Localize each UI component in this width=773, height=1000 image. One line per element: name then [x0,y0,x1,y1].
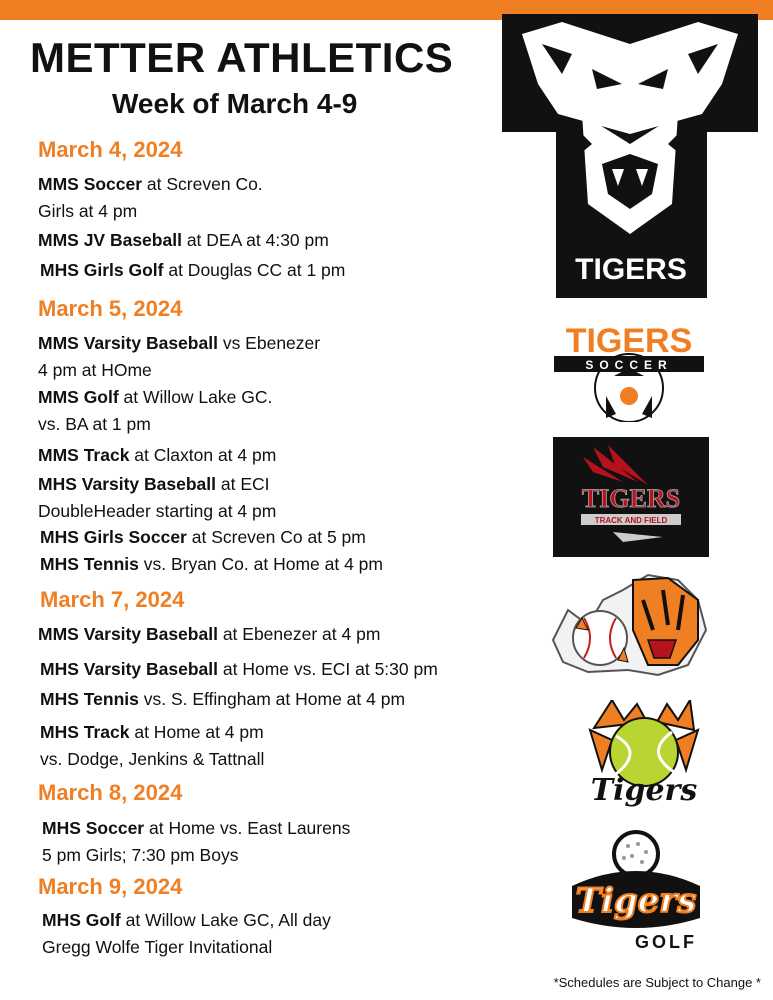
date-heading: March 7, 2024 [40,587,185,612]
tiger-logo-text: TIGERS [575,253,687,286]
event-team: MMS Varsity Baseball [38,624,218,644]
event-item [38,227,329,254]
event-details: at Home at 4 pm [129,722,264,742]
event-team: MHS Golf [42,910,121,930]
event-line2: vs. Dodge, Jenkins & Tattnall [40,749,265,769]
event-item [40,257,345,284]
event-line2: vs. BA at 1 pm [38,414,151,434]
event-details: at DEA at 4:30 pm [181,230,329,250]
soccer-logo [554,316,704,422]
event-details: vs. Bryan Co. at Home at 4 pm [138,554,383,574]
event-item [42,815,350,869]
event-details: at Home vs. ECI at 5:30 pm [218,659,438,679]
event-team: MMS JV Baseball [38,230,182,250]
event-item [38,330,320,384]
event-item [38,621,380,648]
page-title: METTER ATHLETICS [30,34,454,81]
event-line2: Gregg Wolfe Tiger Invitational [42,937,273,957]
event-details: vs Ebenezer [217,333,321,353]
golf-logo-band: GOLF [635,932,697,952]
event-team: MMS Golf [38,387,119,407]
event-line2: Girls at 4 pm [38,201,138,221]
event-team: MHS Girls Soccer [40,527,187,547]
event-team: MHS Tennis [40,689,139,709]
date-heading: March 8, 2024 [38,780,183,805]
event-team: MMS Track [38,445,130,465]
event-team: MHS Girls Golf [40,260,164,280]
event-details: at Willow Lake GC, All day [120,910,331,930]
event-team: MHS Varsity Baseball [40,659,218,679]
event-team: MMS Soccer [38,174,143,194]
event-team: MHS Soccer [42,818,145,838]
event-item [40,551,383,578]
event-details: at Claxton at 4 pm [129,445,277,465]
date-heading: March 5, 2024 [38,296,183,321]
event-team: MHS Varsity Baseball [38,474,216,494]
event-details: at Willow Lake GC. [118,387,273,407]
event-details: at Douglas CC at 1 pm [163,260,346,280]
track-logo-band: TRACK AND FIELD [594,516,668,525]
event-item [38,471,276,525]
track-field-logo [553,437,709,557]
soccer-logo-band: SOCCER [585,358,673,372]
event-team: MHS Tennis [40,554,139,574]
tiger-head-logo [502,14,758,300]
event-line2: 5 pm Girls; 7:30 pm Boys [42,845,239,865]
event-item [38,384,272,438]
event-team: MMS Varsity Baseball [38,333,218,353]
date-heading: March 9, 2024 [38,874,183,899]
tiger-baseball-logo [548,570,710,680]
footer-disclaimer: *Schedules are Subject to Change * [553,975,761,990]
event-item [40,524,366,551]
event-details: at Screven Co. [142,174,263,194]
event-line2: DoubleHeader starting at 4 pm [38,501,277,521]
event-item [38,442,276,469]
soccer-logo-title: TIGERS [565,322,693,360]
date-heading: March 4, 2024 [38,137,183,162]
event-item [38,171,263,225]
event-team: MHS Track [40,722,130,742]
event-item [42,907,331,961]
track-logo-title: TIGERS [581,484,681,513]
event-details: at ECI [216,474,270,494]
tennis-logo-text: Tigers [590,773,698,808]
event-details: at Home vs. East Laurens [144,818,351,838]
event-item [40,656,438,683]
page-subtitle: Week of March 4-9 [112,88,358,119]
golf-logo-script: Tigers [575,881,697,921]
event-details: at Ebenezer at 4 pm [217,624,381,644]
event-item [40,686,405,713]
event-item [40,719,264,773]
event-details: at Screven Co at 5 pm [186,527,366,547]
event-line2: 4 pm at HOme [38,360,152,380]
golf-logo [566,826,706,954]
event-details: vs. S. Effingham at Home at 4 pm [138,689,406,709]
tennis-logo [582,700,702,810]
